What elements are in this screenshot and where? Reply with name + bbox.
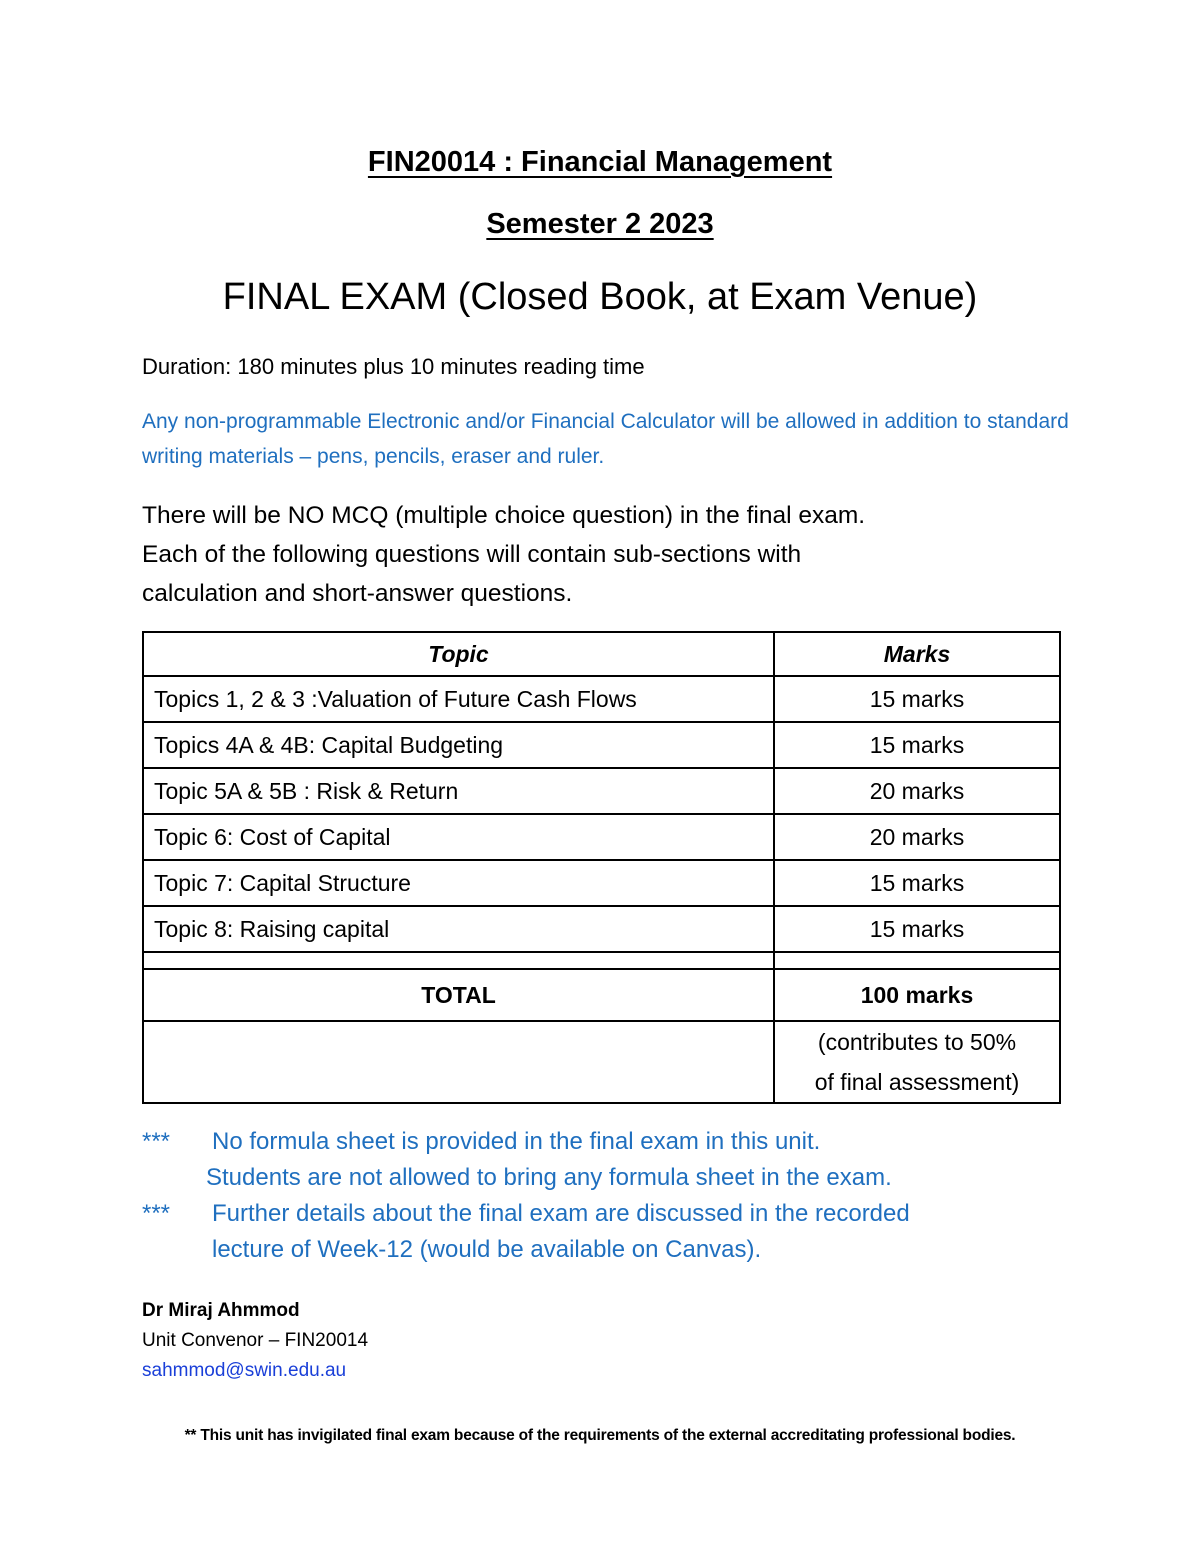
convenor-email-link[interactable]: sahmmod@swin.edu.au [142,1360,347,1381]
table-total-row [143,969,1060,1021]
semester-heading: Semester 2 2023 [486,208,714,240]
page-title: FIN20014 : Financial Management [367,146,833,178]
intro-paragraph [142,496,1062,613]
topic-cell: Topics 4A & 4B: Capital Budgeting [143,722,774,768]
signature-block [142,1296,368,1386]
marks-cell: 15 marks [774,906,1060,952]
topic-column-header: Topic [143,632,774,676]
duration-text: Duration: 180 minutes plus 10 minutes reading time [142,354,645,379]
note-1-line-1: No formula sheet is provided in the final exam in this unit. [212,1128,821,1155]
table-row [143,676,1060,722]
table-blank-row [143,952,1060,969]
intro-line-3: calculation and short-answer questions. [142,580,573,607]
marks-column-header: Marks [774,632,1060,676]
contribution-line-2: of final assessment) [814,1069,1020,1095]
topic-cell: Topics 1, 2 & 3 :Valuation of Future Cash Flows [143,676,774,722]
marks-cell: 20 marks [774,768,1060,814]
contribution-cell [774,1021,1060,1103]
footnote: ** This unit has invigilated final exam because of the requirements of the external accreditating professional bodies. [184,1427,1016,1444]
intro-line-2: Each of the following questions will contain sub-sections with [142,541,802,568]
note-stars: *** [142,1128,171,1155]
note-2-line-1: Further details about the final exam are discussed in the recorded [212,1200,910,1227]
marks-cell: 15 marks [774,722,1060,768]
table-contribution-row [143,1021,1060,1103]
table-row [143,722,1060,768]
calculator-note: Any non-programmable Electronic and/or Financial Calculator will be allowed in addition to standard writing materials – pens, pencils, eraser and ruler. [142,410,1069,468]
note-further-details [142,1196,1062,1232]
table-row [143,906,1060,952]
exam-heading: FINAL EXAM (Closed Book, at Exam Venue) [222,276,978,318]
note-2-line-2: lecture of Week-12 (would be available on Canvas). [212,1236,762,1263]
intro-line-1: There will be NO MCQ (multiple choice question) in the final exam. [142,502,866,529]
note-formula-sheet [142,1124,1062,1160]
marks-table [142,631,1061,1104]
topic-cell: Topic 8: Raising capital [143,906,774,952]
table-row [143,814,1060,860]
exam-notes [142,1124,1062,1268]
blank-cell [143,952,774,969]
table-header-row [143,632,1060,676]
convenor-name: Dr Miraj Ahmmod [142,1300,300,1321]
table-row [143,768,1060,814]
marks-cell: 15 marks [774,860,1060,906]
contribution-line-1: (contributes to 50% [817,1029,1017,1055]
note-1-line-2: Students are not allowed to bring any formula sheet in the exam. [206,1164,892,1191]
total-label-cell: TOTAL [143,969,774,1021]
marks-cell: 15 marks [774,676,1060,722]
blank-cell [774,952,1060,969]
empty-cell [143,1021,774,1103]
table-row [143,860,1060,906]
total-marks-cell: 100 marks [774,969,1060,1021]
topic-cell: Topic 6: Cost of Capital [143,814,774,860]
marks-cell: 20 marks [774,814,1060,860]
note-stars: *** [142,1200,171,1227]
topic-cell: Topic 7: Capital Structure [143,860,774,906]
convenor-role: Unit Convenor – FIN20014 [142,1330,369,1351]
topic-cell: Topic 5A & 5B : Risk & Return [143,768,774,814]
